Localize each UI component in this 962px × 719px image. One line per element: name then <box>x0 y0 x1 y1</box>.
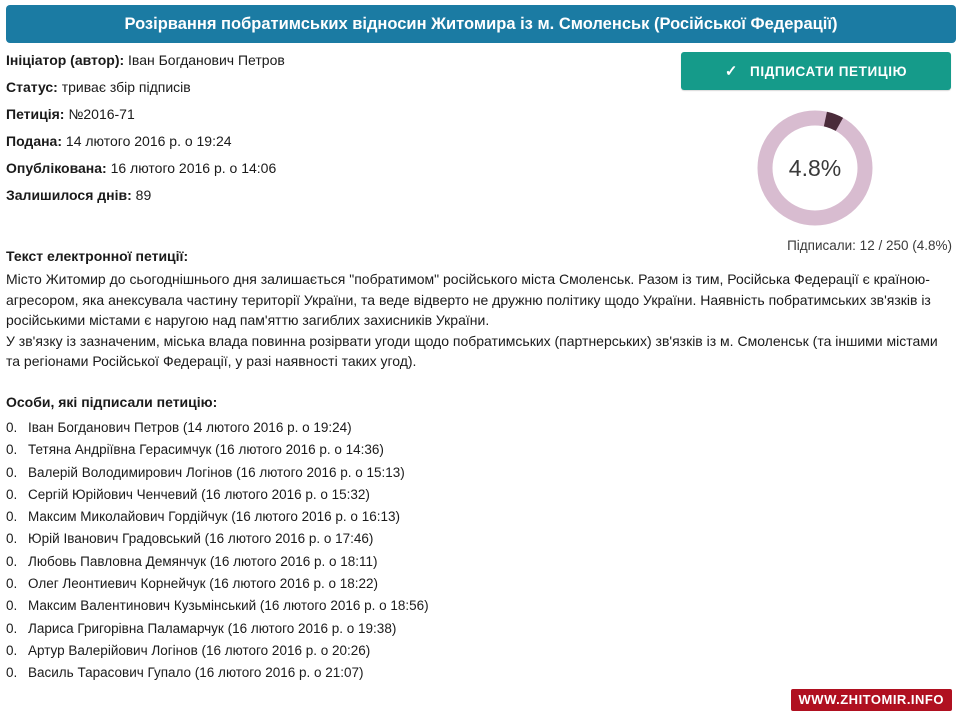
list-item <box>6 506 706 528</box>
progress-donut <box>753 106 877 230</box>
list-item-number: 0. <box>6 598 18 614</box>
meta-label: Подана: <box>6 133 63 149</box>
list-item-label: Максим Валентинович Кузьмінський (16 лютого 2016 р. о 18:56) <box>28 598 429 614</box>
list-item-number: 0. <box>6 531 18 547</box>
list-item-number: 0. <box>6 576 18 592</box>
list-item <box>6 462 706 484</box>
list-item-label: Артур Валерійович Логінов (16 лютого 2016 р. о 20:26) <box>28 642 371 658</box>
check-icon: ✓ <box>724 62 739 80</box>
sign-petition-label: ПІДПИСАТИ ПЕТИЦІЮ <box>750 63 908 79</box>
list-item <box>6 662 706 684</box>
signers-list <box>6 417 706 685</box>
list-item <box>6 640 706 662</box>
meta-value: триває збір підписів <box>61 79 191 95</box>
list-item-number: 0. <box>6 620 18 636</box>
signed-count-summary: Підписали: 12 / 250 (4.8%) <box>787 238 952 253</box>
list-item-number: 0. <box>6 642 18 658</box>
petition-paragraph: У зв'язку із зазначеним, міська влада повинна розірвати угоди щодо побратимських (партнерських) зв'язків із м. Смоленськ (та іншими містами та регіонами Російської Федерації, у разі наявності таких угод). <box>6 332 938 369</box>
petition-paragraph: Місто Житомир до сьогоднішнього дня залишається "побратимом" російського міста Смоленськ. Разом із тим, Російська Федерації є країною-агресором, яка анексувала частину території України, та веде відверто не дружню політику щодо України. Наявність побратимських зв'язків із російськими містами є наругою над пам'яттю загиблих захисників України. <box>6 271 931 328</box>
meta-value: №2016-71 <box>68 106 135 122</box>
list-item-label: Василь Тарасович Гупало (16 лютого 2016 р. о 21:07) <box>28 665 364 681</box>
petition-text-body <box>6 269 954 372</box>
list-item-number: 0. <box>6 442 18 458</box>
meta-value: 16 лютого 2016 р. о 14:06 <box>110 160 277 176</box>
list-item <box>6 484 706 506</box>
list-item-number: 0. <box>6 553 18 569</box>
list-item <box>6 573 706 595</box>
list-item-label: Сергій Юрійович Ченчевий (16 лютого 2016 р. о 15:32) <box>28 486 370 502</box>
meta-row <box>6 133 706 150</box>
list-item-label: Валерій Володимирович Логінов (16 лютого 2016 р. о 15:13) <box>28 464 405 480</box>
meta-label: Ініціатор (автор): <box>6 52 125 68</box>
list-item-number: 0. <box>6 464 18 480</box>
meta-label: Петиція: <box>6 106 65 122</box>
list-item-label: Олег Леонтиевич Корнейчук (16 лютого 2016 р. о 18:22) <box>28 576 379 592</box>
list-item-label: Іван Богданович Петров (14 лютого 2016 р. о 19:24) <box>28 420 352 435</box>
site-watermark: WWW.ZHITOMIR.INFO <box>791 689 952 711</box>
meta-row <box>6 187 706 204</box>
list-item <box>6 595 706 617</box>
meta-value: 89 <box>135 187 152 203</box>
page-title-bar <box>6 5 956 43</box>
list-item-number: 0. <box>6 665 18 681</box>
list-item-number: 0. <box>6 420 18 435</box>
petition-text-heading: Текст електронної петиції: <box>6 248 189 264</box>
list-item-label: Тетяна Андріївна Герасимчук (16 лютого 2016 р. о 14:36) <box>28 442 384 458</box>
meta-value: Іван Богданович Петров <box>128 52 285 68</box>
signers-heading: Особи, які підписали петицію: <box>6 394 218 410</box>
meta-label: Залишилося днів: <box>6 187 132 203</box>
list-item-label: Максим Миколайович Гордійчук (16 лютого 2016 р. о 16:13) <box>28 509 400 525</box>
meta-row <box>6 79 706 96</box>
meta-value: 14 лютого 2016 р. о 19:24 <box>65 133 232 149</box>
list-item-label: Лариса Григорівна Паламарчук (16 лютого 2016 р. о 19:38) <box>28 620 397 636</box>
list-item-label: Юрій Іванович Градовський (16 лютого 2016 р. о 17:46) <box>28 531 374 547</box>
meta-label: Опублікована: <box>6 160 107 176</box>
meta-row <box>6 52 706 69</box>
list-item-number: 0. <box>6 509 18 525</box>
list-item <box>6 439 706 461</box>
list-item-label: Любовь Павловна Демянчук (16 лютого 2016 р. о 18:11) <box>28 553 378 569</box>
meta-label: Статус: <box>6 79 58 95</box>
meta-row <box>6 106 706 123</box>
list-item <box>6 528 706 550</box>
sign-petition-button[interactable] <box>681 52 951 90</box>
list-item <box>6 551 706 573</box>
page-title: Розірвання побратимських відносин Житомира із м. Смоленськ (Російської Федерації) <box>124 14 838 33</box>
petition-meta <box>6 52 706 214</box>
meta-row <box>6 160 706 177</box>
progress-percent: 4.8% <box>788 154 842 181</box>
list-item <box>6 417 706 439</box>
list-item-number: 0. <box>6 486 18 502</box>
list-item <box>6 618 706 640</box>
